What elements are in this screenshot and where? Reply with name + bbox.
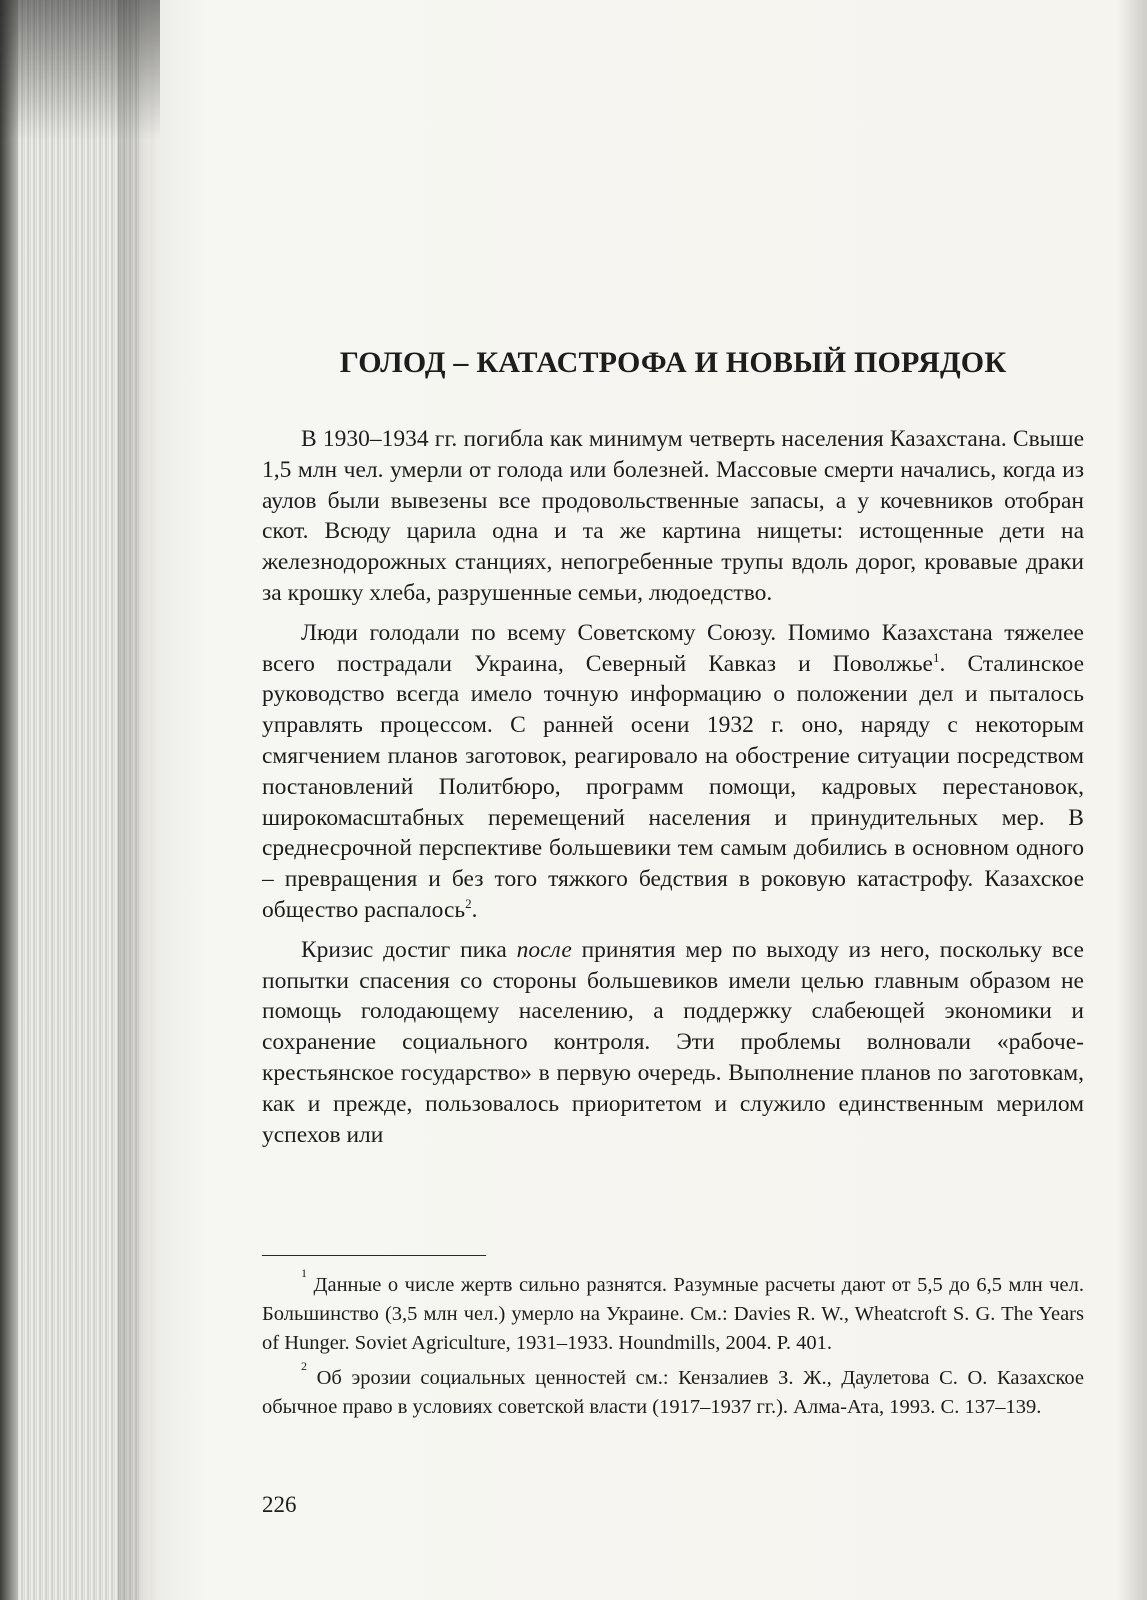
footnote-mark: 1 — [301, 1266, 307, 1280]
footnote-separator — [262, 1255, 486, 1256]
right-edge-shadow — [1117, 0, 1147, 1600]
chapter-heading: ГОЛОД – КАТАСТРОФА И НОВЫЙ ПОРЯДОК — [339, 346, 1007, 379]
footnote-text: Данные о числе жертв сильно разнятся. Разумные расчеты дают от 5,5 до 6,5 млн чел. Большинство (3,5 млн чел.) умерло на Украине. См.: Davies R. W., Wheatcroft S. G. The Years of Hunger. Soviet Agriculture, 1931–1933. Houndmills, 2004. P. 401. — [262, 1274, 1084, 1354]
paragraph-text: Люди голодали по всему Советскому Союзу. Помимо Казахстана тяжелее всего пострадали Украина, Северный Кавказ и Поволжье — [262, 619, 1084, 677]
body-text — [262, 424, 1084, 1159]
footnote-text: Об эрозии социальных ценностей см.: Кензалиев З. Ж., Даулетова С. О. Казахское обычное право в условиях советской власти (1917–1937 гг.). Алма-Ата, 1993. С. 137–139. — [262, 1367, 1084, 1418]
body-paragraph — [262, 935, 1084, 1151]
page-number: 226 — [262, 1492, 297, 1517]
paragraph-text: . — [471, 896, 478, 923]
page-gutter-shadow — [118, 0, 158, 1600]
footnotes — [262, 1266, 1084, 1428]
footnote — [262, 1266, 1084, 1358]
emphasized-text: после — [516, 936, 572, 963]
footnote — [262, 1359, 1084, 1422]
book-spine-shadow — [0, 0, 18, 1600]
footnote-reference[interactable]: 2 — [465, 896, 472, 912]
body-paragraph — [262, 618, 1084, 926]
paragraph-text: Кризис достиг пика — [301, 936, 517, 963]
paragraph-text: В 1930–1934 гг. погибла как минимум четверть населения Казахстана. Свыше 1,5 млн чел. умерли от голода или болезней. Массовые смерти начались, когда из аулов были вывезены все продовольственные запасы, а у кочевников отобран скот. Всюду царила одна и та же картина нищеты: истощенные дети на железнодорожных станциях, непогребенные трупы вдоль дорог, кровавые драки за крошку хлеба, разрушенные семьи, людоедство. — [262, 426, 1084, 606]
body-paragraph — [262, 424, 1084, 609]
paragraph-text: принятия мер по выходу из него, поскольку все попытки спасения со стороны большевиков имели целью главным образом не помощь голодающему населению, а поддержку слабеющей экономики и сохранение социального контроля. Эти проблемы волновали «рабоче-крестьянское государство» в первую очередь. Выполнение планов по заготовкам, как и прежде, пользовалось приоритетом и служило единственным мерилом успехов или — [262, 936, 1084, 1148]
footnote-reference[interactable]: 1 — [932, 649, 940, 665]
corner-shadow — [0, 0, 160, 140]
paragraph-text: . Сталинское руководство всегда имело точную информацию о положении дел и пыталось управлять процессом. С ранней осени 1932 г. оно, наряду с некоторым смягчением планов заготовок, реагировало на обострение ситуации посредством постановлений Политбюро, программ помощи, кадровых перестановок, широкомасштабных перемещений населения и принудительных мер. В среднесрочной перспективе большевики тем самым добились в основном одного – превращения и без того тяжкого бедствия в роковую катастрофу. Казахское общество распалось — [262, 650, 1085, 923]
footnote-mark: 2 — [301, 1359, 307, 1373]
